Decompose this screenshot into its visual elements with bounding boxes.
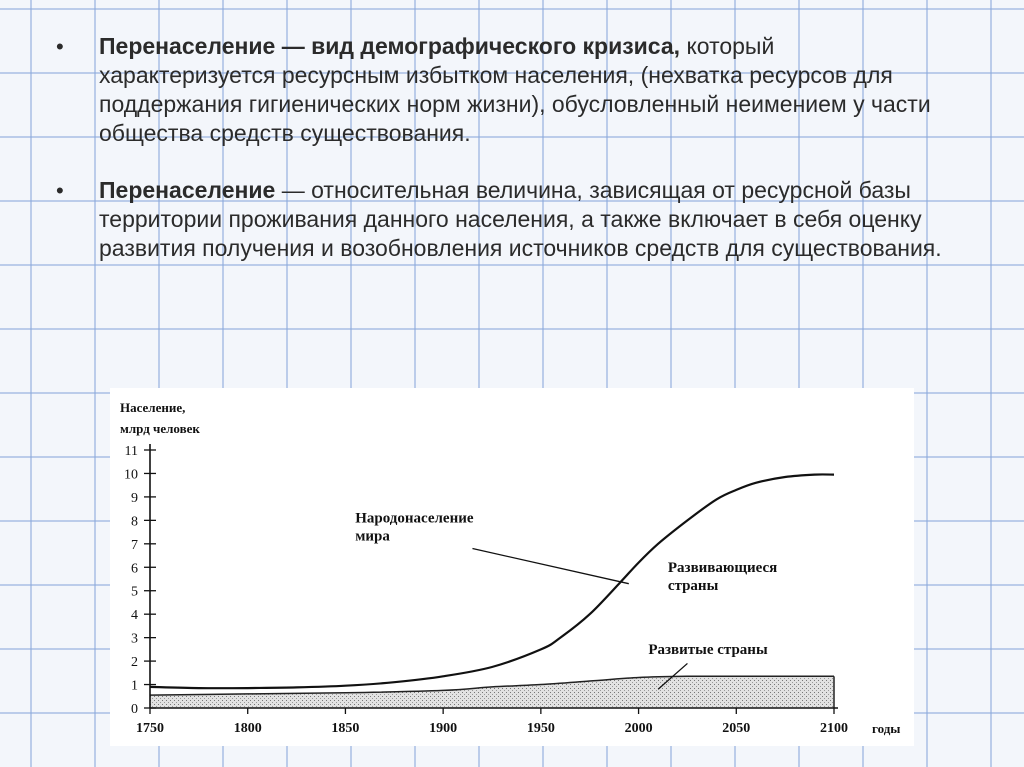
y-axis-label-line1: Население, [120, 400, 186, 415]
y-tick-label: 5 [131, 584, 138, 600]
y-tick-label: 1 [131, 678, 138, 694]
population-chart [110, 388, 914, 746]
y-tick-label: 10 [124, 467, 138, 483]
y-tick-label: 7 [131, 537, 138, 553]
world-label-leader-line [472, 549, 628, 584]
developing-label-line1: Развивающиеся [667, 559, 778, 576]
developed-label-line1: Развитые страны [648, 642, 768, 659]
bullet-1-bold: Перенаселение — вид демографического кризиса, [99, 33, 681, 59]
x-tick-label: 1850 [331, 721, 360, 736]
y-tick-label: 9 [131, 490, 138, 506]
developing-countries-area [150, 474, 834, 695]
y-tick-label: 4 [131, 608, 138, 624]
x-tick-label: 1800 [233, 721, 262, 736]
x-tick-label: 1950 [526, 721, 555, 736]
world-label-line1: Народонаселение [355, 510, 474, 527]
developing-label-line2: страны [667, 577, 719, 594]
bullet-definition [56, 32, 956, 148]
population-chart-panel [110, 388, 914, 746]
y-tick-label: 6 [131, 561, 138, 577]
x-tick-label: 2100 [820, 721, 848, 736]
world-label-line2: мира [355, 528, 390, 545]
x-tick-label: 1900 [429, 721, 458, 736]
slide-text [56, 32, 956, 291]
x-axis-label: годы [872, 721, 901, 736]
bullet-1-text: который характеризуется ресурсным избытком населения, (нехватка ресурсов для поддержания гигиенических норм жизни), обусловленный неимением у части общества средств существования. [99, 33, 931, 146]
bullet-2-text: — относительная величина, зависящая от ресурсной базы территории проживания данного населения, а также включает в себя оценку развития получения и возобновления источников средств для существования. [99, 177, 942, 261]
y-tick-label: 8 [131, 514, 138, 530]
bullet-2-bold: Перенаселение [99, 177, 276, 203]
x-tick-label: 1750 [136, 721, 164, 736]
x-tick-label: 2000 [624, 721, 653, 736]
y-tick-label: 2 [131, 655, 138, 671]
bullet-relative-value [56, 176, 956, 263]
x-tick-label: 2050 [722, 721, 751, 736]
y-tick-label: 11 [124, 444, 138, 459]
y-tick-label: 3 [131, 631, 138, 647]
y-axis-label-line2: млрд человек [120, 421, 200, 436]
y-tick-label: 0 [131, 702, 138, 717]
